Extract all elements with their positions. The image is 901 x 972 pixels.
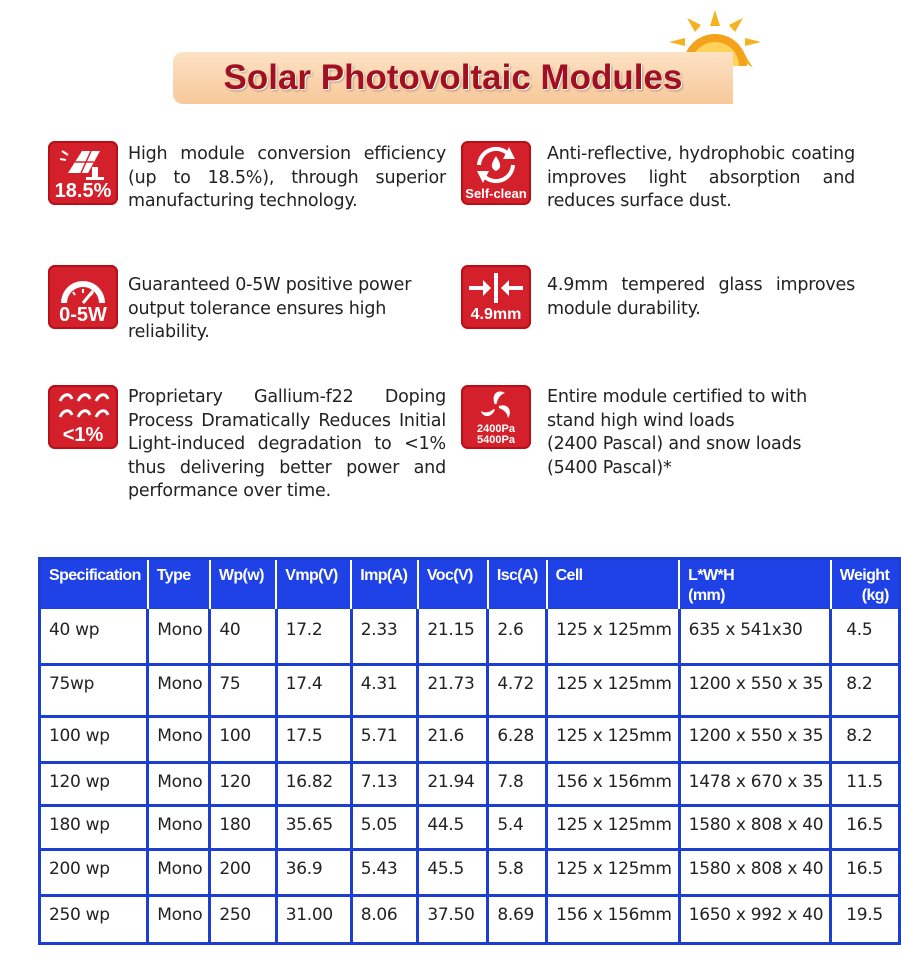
table-cell: 16.5 — [831, 806, 900, 850]
table-cell: 4.5 — [831, 611, 900, 665]
badge-label: 0-5W — [59, 304, 107, 326]
wind-load-label: 2400Pa — [477, 423, 515, 435]
table-cell: 7.8 — [488, 763, 547, 806]
table-cell: 125 x 125mm — [547, 806, 680, 850]
solar-panel-icon — [48, 143, 118, 185]
table-cell: 8.69 — [488, 896, 547, 944]
table-cell: 125 x 125mm — [547, 665, 680, 717]
table-cell: 6.28 — [488, 717, 547, 763]
tolerance-badge — [48, 265, 118, 329]
gauge-icon — [48, 267, 118, 309]
table-cell: 21.94 — [418, 763, 488, 806]
table-cell: 120 wp — [40, 763, 148, 806]
feature-text-degradation: Proprietary Gallium-f22 Doping Process Dramatically Reduces Initial Light-induced degradation to <1% thus delivering better power and performance over time. — [128, 387, 446, 501]
table-cell: 1478 x 670 x 35 — [679, 763, 831, 806]
table-cell: 100 — [210, 717, 276, 763]
badge-label: <1% — [62, 424, 104, 446]
table-row — [40, 717, 900, 763]
column-header — [831, 559, 900, 611]
table-body — [40, 611, 900, 944]
table-row — [40, 763, 900, 806]
column-header-weight-unit: (kg) — [861, 587, 889, 604]
table-cell: 5.05 — [351, 806, 418, 850]
table-cell: 40 wp — [40, 611, 148, 665]
table-cell: 19.5 — [831, 896, 900, 944]
table-cell: 120 — [210, 763, 276, 806]
table-cell: Mono — [148, 717, 210, 763]
table-cell: 5.4 — [488, 806, 547, 850]
column-header — [679, 559, 831, 611]
feature-text-glass: 4.9mm tempered glass improves module durability. — [547, 275, 855, 319]
badge-label: 4.9mm — [470, 306, 522, 323]
column-header: Isc(A) — [488, 559, 547, 611]
table-cell: Mono — [148, 763, 210, 806]
column-header-weight: Weight — [839, 567, 890, 584]
column-header: Cell — [547, 559, 680, 611]
table-cell: 2.33 — [351, 611, 418, 665]
column-header: Type — [148, 559, 210, 611]
badge-label: Self-clean — [465, 186, 527, 201]
table-cell: 1200 x 550 x 35 — [679, 665, 831, 717]
table-cell: 156 x 156mm — [547, 896, 680, 944]
feature-text-efficiency: High module conversion efficiency (up to 18.5%), through superior manufacturing technology. — [128, 144, 446, 211]
table-cell: 36.9 — [276, 850, 351, 896]
spec-table — [38, 557, 901, 945]
table-cell: Mono — [148, 850, 210, 896]
column-header-lwh: L*W*H — [688, 567, 735, 584]
table-row — [40, 611, 900, 665]
table-cell: Mono — [148, 896, 210, 944]
self-clean-badge — [461, 141, 531, 205]
table-header-row — [40, 559, 900, 611]
feature-text-loads-line1: Entire module certified to with stand high wind loads — [547, 387, 807, 431]
column-header: Voc(V) — [418, 559, 488, 611]
table-cell: 5.43 — [351, 850, 418, 896]
table-cell: 8.06 — [351, 896, 418, 944]
glass-thickness-icon — [461, 267, 531, 309]
table-cell: 250 — [210, 896, 276, 944]
table-cell: 125 x 125mm — [547, 850, 680, 896]
table-cell: 17.2 — [276, 611, 351, 665]
table-cell: 40 — [210, 611, 276, 665]
table-cell: 16.82 — [276, 763, 351, 806]
self-clean-icon — [461, 143, 531, 185]
snow-load-label: 5400Pa — [477, 434, 515, 446]
table-cell: 21.15 — [418, 611, 488, 665]
column-header: Wp(w) — [210, 559, 276, 611]
table-cell: 35.65 — [276, 806, 351, 850]
table-cell: 75 — [210, 665, 276, 717]
table-cell: Mono — [148, 611, 210, 665]
table-cell: Mono — [148, 665, 210, 717]
table-cell: 11.5 — [831, 763, 900, 806]
page-title: Solar Photovoltaic Modules — [223, 58, 683, 97]
table-cell: 2.6 — [488, 611, 547, 665]
table-cell: 100 wp — [40, 717, 148, 763]
table-cell: 125 x 125mm — [547, 717, 680, 763]
table-cell: 44.5 — [418, 806, 488, 850]
table-row — [40, 896, 900, 944]
table-cell: 21.73 — [418, 665, 488, 717]
table-cell: 180 wp — [40, 806, 148, 850]
table-cell: 200 — [210, 850, 276, 896]
badge-label — [461, 424, 531, 446]
table-cell: 75wp — [40, 665, 148, 717]
table-cell: 7.13 — [351, 763, 418, 806]
table-cell: 37.50 — [418, 896, 488, 944]
load-badge — [461, 385, 531, 449]
table-cell: 17.4 — [276, 665, 351, 717]
feature-text-coating: Anti-reflective, hydrophobic coating improves light absorption and reduces surface dust. — [547, 144, 855, 211]
table-cell: 4.31 — [351, 665, 418, 717]
table-cell: 21.6 — [418, 717, 488, 763]
table-cell: 31.00 — [276, 896, 351, 944]
column-header: Vmp(V) — [276, 559, 351, 611]
table-cell: 8.2 — [831, 717, 900, 763]
table-cell: 1200 x 550 x 35 — [679, 717, 831, 763]
degradation-badge — [48, 385, 118, 449]
table-cell: 17.5 — [276, 717, 351, 763]
table-cell: 250 wp — [40, 896, 148, 944]
table-cell: 5.8 — [488, 850, 547, 896]
column-header: Imp(A) — [351, 559, 418, 611]
light-degradation-icon — [48, 387, 118, 429]
table-cell: 16.5 — [831, 850, 900, 896]
table-cell: 45.5 — [418, 850, 488, 896]
table-cell: 1580 x 808 x 40 — [679, 850, 831, 896]
table-row — [40, 806, 900, 850]
glass-badge — [461, 265, 531, 329]
table-cell: 156 x 156mm — [547, 763, 680, 806]
badge-label: 18.5% — [54, 180, 112, 202]
table-cell: 4.72 — [488, 665, 547, 717]
feature-text-tolerance: Guaranteed 0-5W positive power output tolerance ensures high reliability. — [128, 275, 412, 342]
table-cell: 1580 x 808 x 40 — [679, 806, 831, 850]
feature-text-loads — [547, 386, 857, 480]
table-cell: 125 x 125mm — [547, 611, 680, 665]
table-row — [40, 850, 900, 896]
table-cell: 635 x 541x30 — [679, 611, 831, 665]
table-cell: 200 wp — [40, 850, 148, 896]
column-header-lwh-unit: (mm) — [688, 587, 725, 604]
column-header: Specification — [40, 559, 148, 611]
table-cell: 180 — [210, 806, 276, 850]
feature-text-loads-line2: (2400 Pascal) and snow loads (5400 Pascal)* — [547, 434, 802, 478]
table-cell: Mono — [148, 806, 210, 850]
table-cell: 5.71 — [351, 717, 418, 763]
table-cell: 1650 x 992 x 40 — [679, 896, 831, 944]
table-cell: 8.2 — [831, 665, 900, 717]
table-row — [40, 665, 900, 717]
efficiency-badge — [48, 141, 118, 205]
